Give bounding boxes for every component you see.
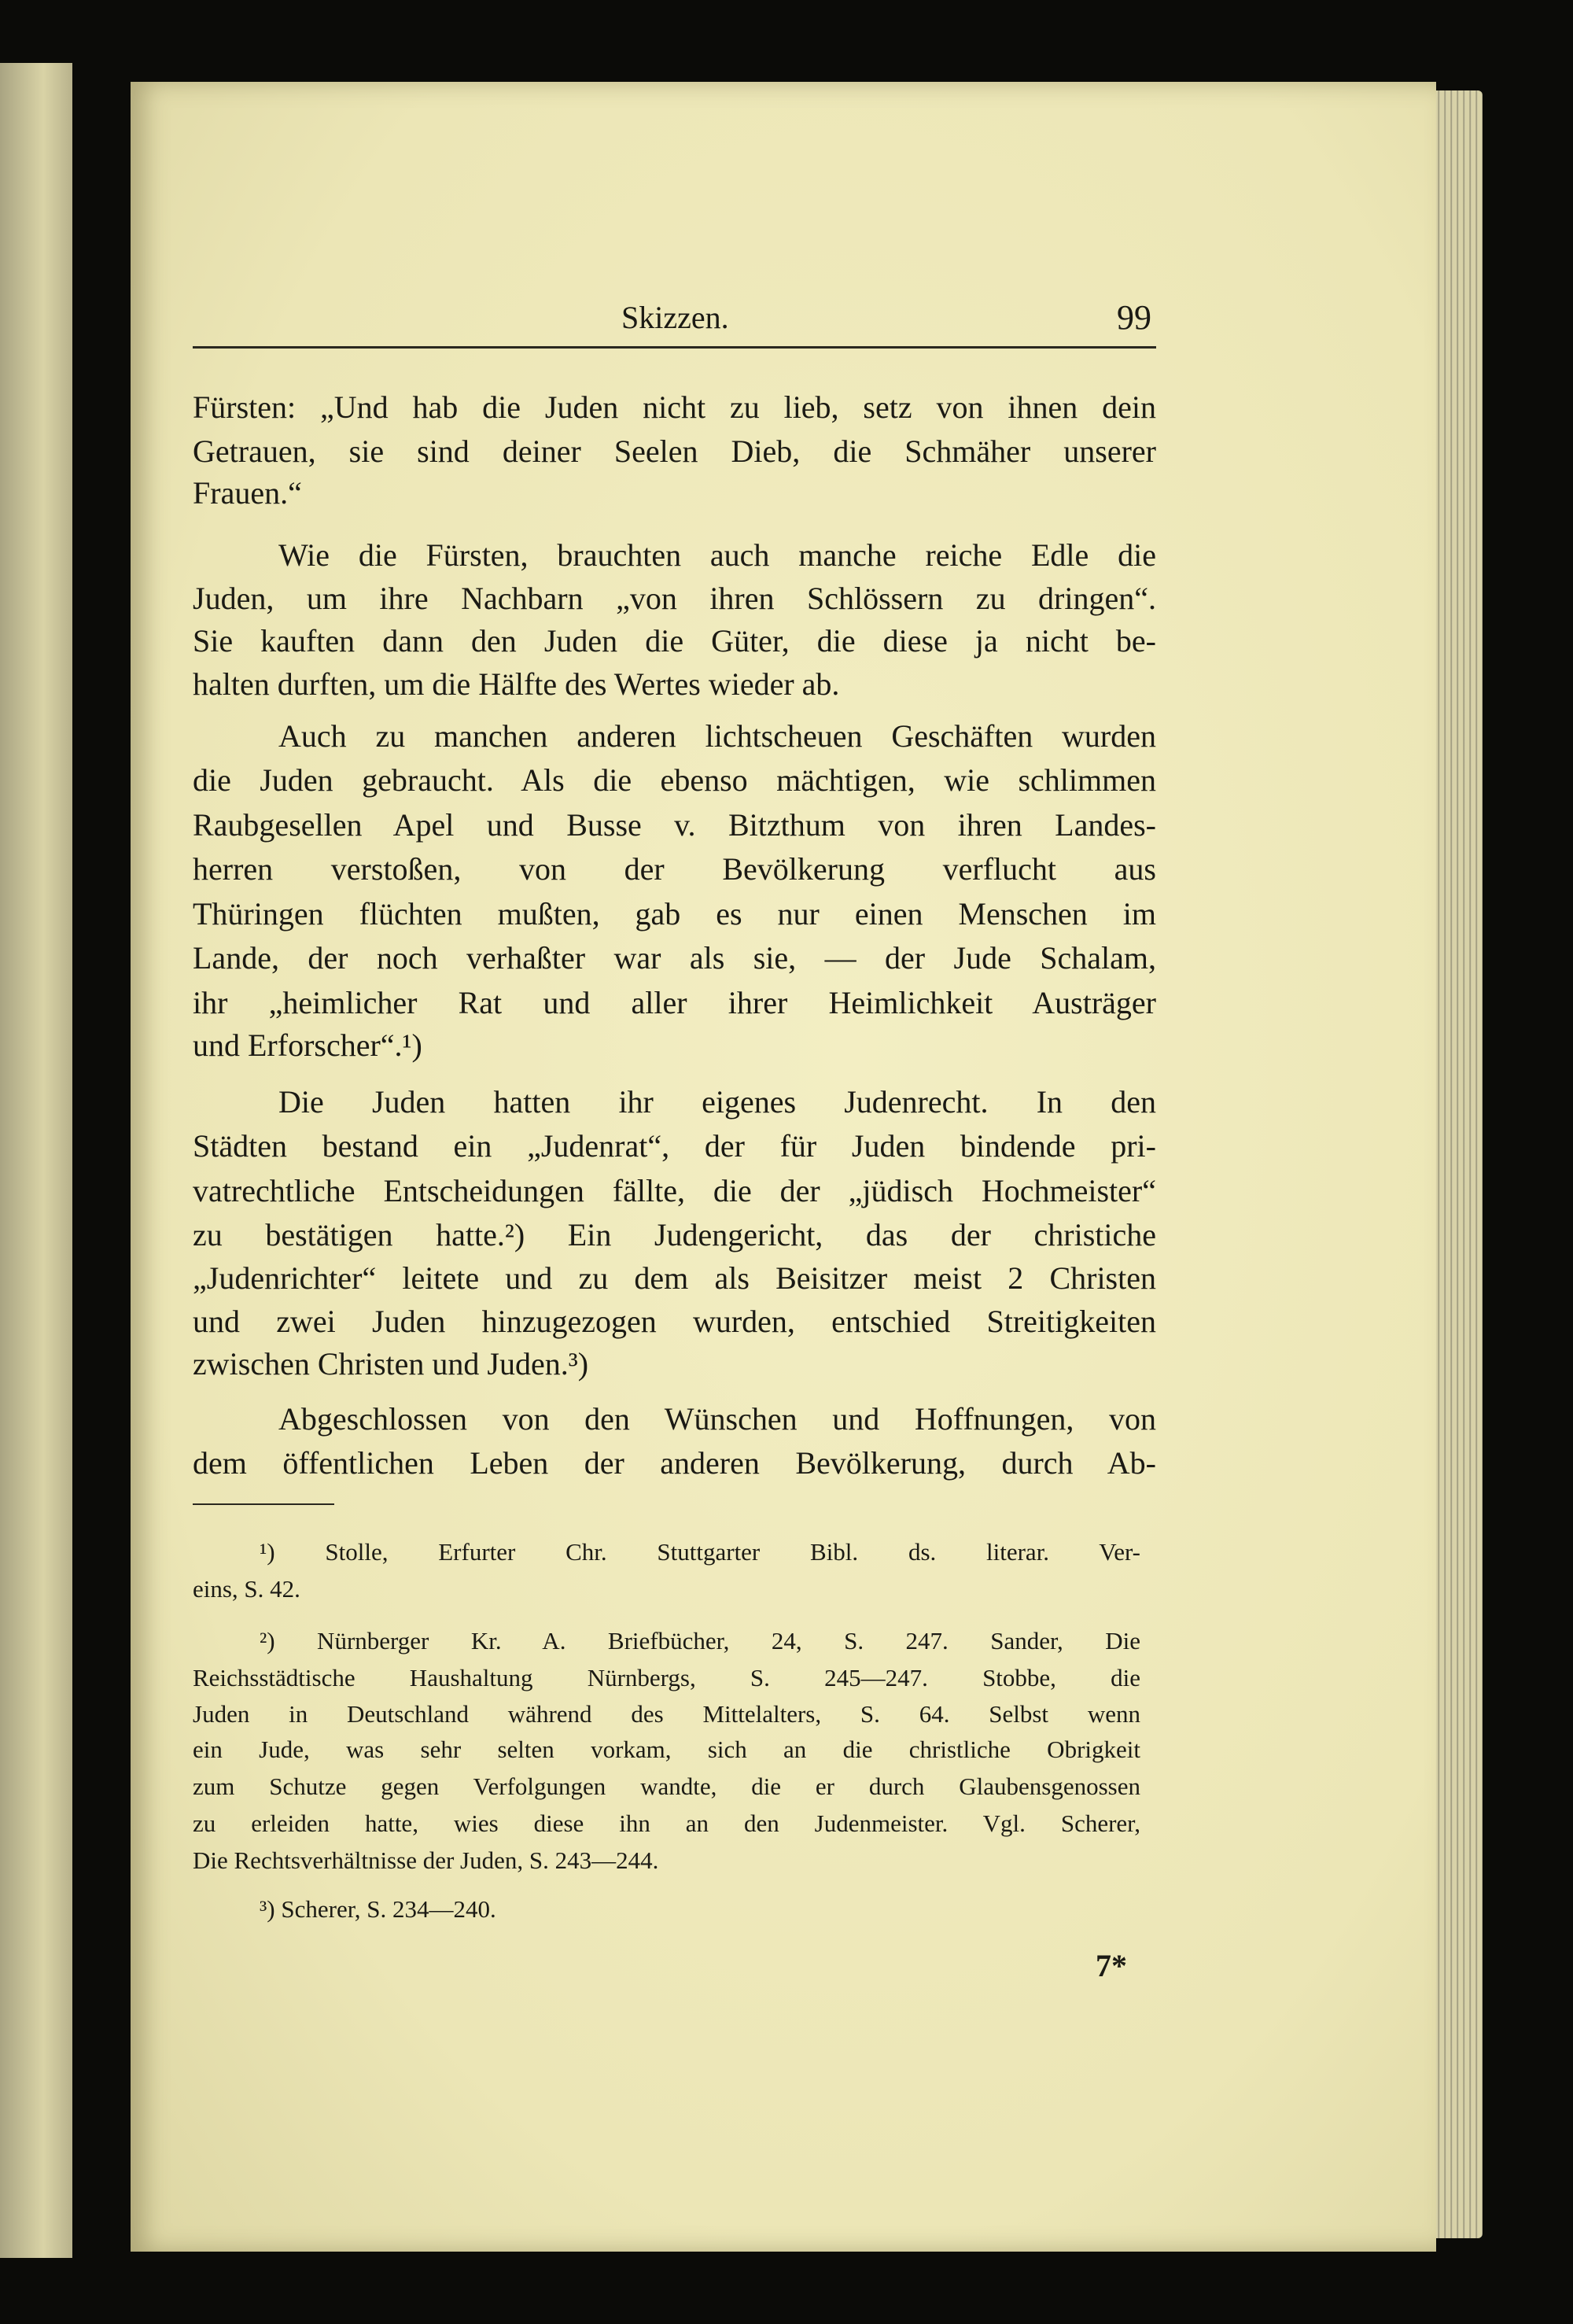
- footnote-line: eins, S. 42.: [193, 1575, 300, 1603]
- text-line: ihr „heimlicher Rat und aller ihrer Heimlichkeit Austräger: [193, 985, 1156, 1020]
- text-line: Getrauen, sie sind deiner Seelen Dieb, die Schmäher unserer: [193, 433, 1156, 469]
- text-line: zu bestätigen hatte.²) Ein Judengericht, das der christiche: [193, 1217, 1156, 1252]
- text-line: die Juden gebraucht. Als die ebenso mächtigen, wie schlimmen: [193, 762, 1156, 798]
- running-header-title: Skizzen.: [621, 300, 729, 335]
- text-line: Wie die Fürsten, brauchten auch manche reiche Edle die: [278, 537, 1156, 573]
- text-line: Thüringen flüchten mußten, gab es nur einen Menschen im: [193, 896, 1156, 931]
- page-number: 99: [1117, 298, 1151, 337]
- text-line: vatrechtliche Entscheidungen fällte, die der „jüdisch Hochmeister“: [193, 1173, 1156, 1208]
- footnote-line: Juden in Deutschland während des Mittelalters, S. 64. Selbst wenn: [193, 1700, 1140, 1728]
- text-line: „Judenrichter“ leitete und zu dem als Beisitzer meist 2 Christen: [193, 1260, 1156, 1296]
- text-line: Juden, um ihre Nachbarn „von ihren Schlössern zu dringen“.: [193, 581, 1156, 616]
- facing-page-edge: [0, 63, 72, 2258]
- text-line: Raubgesellen Apel und Busse v. Bitzthum von ihren Landes-: [193, 807, 1156, 843]
- footnote-line: ein Jude, was sehr selten vorkam, sich an die christliche Obrigkeit: [193, 1736, 1140, 1763]
- text-line: zwischen Christen und Juden.³): [193, 1346, 589, 1381]
- footnote-rule: [193, 1503, 334, 1505]
- text-line: dem öffentlichen Leben der anderen Bevölkerung, durch Ab-: [193, 1445, 1156, 1481]
- text-line: halten durften, um die Hälfte des Wertes wieder ab.: [193, 666, 840, 702]
- text-line: Die Juden hatten ihr eigenes Judenrecht. In den: [278, 1084, 1156, 1120]
- text-line: Lande, der noch verhaßter war als sie, — der Jude Schalam,: [193, 940, 1156, 976]
- footnote-line: Die Rechtsverhältnisse der Juden, S. 243—244.: [193, 1846, 659, 1874]
- text-line: und zwei Juden hinzugezogen wurden, entschied Streitigkeiten: [193, 1304, 1156, 1339]
- text-line: und Erforscher“.¹): [193, 1027, 422, 1063]
- text-line: Auch zu manchen anderen lichtscheuen Geschäften wurden: [278, 718, 1156, 754]
- signature-mark: 7*: [1096, 1948, 1127, 1983]
- footnote-line: ²) Nürnberger Kr. A. Briefbücher, 24, S. 247. Sander, Die: [260, 1627, 1140, 1654]
- footnote-line: Reichsstädtische Haushaltung Nürnbergs, S. 245—247. Stobbe, die: [193, 1664, 1140, 1691]
- footnote-line: zu erleiden hatte, wies diese ihn an den Judenmeister. Vgl. Scherer,: [193, 1809, 1140, 1837]
- footnote-line: ³) Scherer, S. 234—240.: [260, 1895, 496, 1923]
- text-line: Abgeschlossen von den Wünschen und Hoffnungen, von: [278, 1401, 1156, 1437]
- text-line: herren verstoßen, von der Bevölkerung verflucht aus: [193, 851, 1156, 887]
- text-line: Städten bestand ein „Judenrat“, der für Juden bindende pri-: [193, 1128, 1156, 1164]
- footnote-line: ¹) Stolle, Erfurter Chr. Stuttgarter Bibl. ds. literar. Ver-: [260, 1538, 1140, 1566]
- footnote-line: zum Schutze gegen Verfolgungen wandte, die er durch Glaubensgenossen: [193, 1773, 1140, 1800]
- header-rule: [193, 346, 1156, 349]
- text-line: Sie kauften dann den Juden die Güter, die diese ja nicht be-: [193, 623, 1156, 658]
- text-line: Frauen.“: [193, 475, 302, 511]
- text-line: Fürsten: „Und hab die Juden nicht zu lieb, setz von ihnen dein: [193, 389, 1156, 425]
